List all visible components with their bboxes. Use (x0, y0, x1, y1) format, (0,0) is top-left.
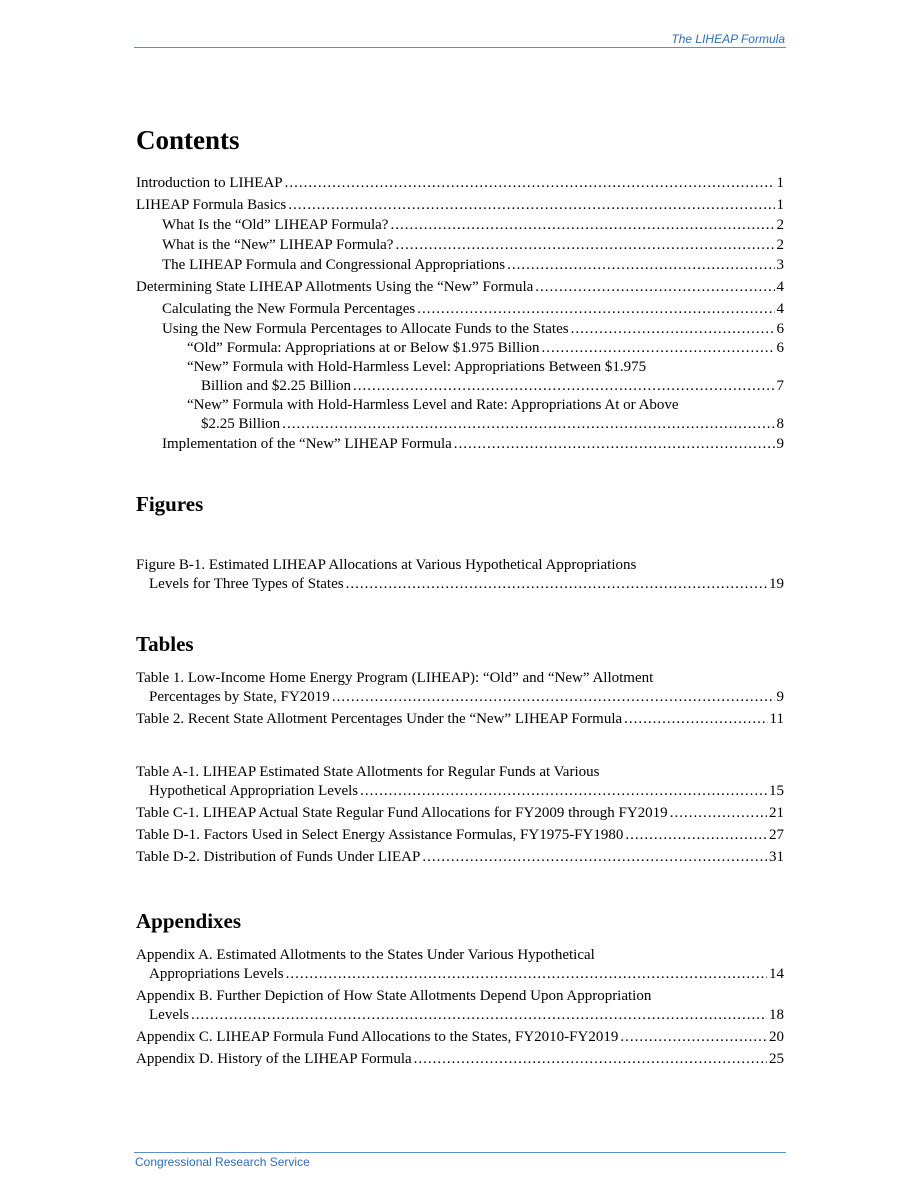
toc-entry[interactable] (136, 669, 784, 707)
dot-leader (360, 782, 767, 801)
dot-leader (191, 1006, 767, 1025)
dot-leader (414, 1050, 767, 1069)
toc-entry-text: LIHEAP Formula Basics (136, 197, 287, 213)
toc-entry-text: Table D-1. Factors Used in Select Energy Assistance Formulas, FY1975-FY1980 (136, 827, 624, 843)
toc-entry-text: Appendix C. LIHEAP Formula Fund Allocations to the States, FY2010-FY2019 (136, 1029, 619, 1045)
toc-page-number: 9 (776, 436, 784, 452)
toc-entry[interactable] (136, 174, 784, 193)
figures-heading: Figures (136, 492, 204, 516)
toc-entry[interactable] (136, 710, 784, 729)
footer-organization: Congressional Research Service (135, 1155, 310, 1169)
toc-entry-text: Calculating the New Formula Percentages (162, 301, 416, 317)
toc-entry-text: Using the New Formula Percentages to Allocate Funds to the States (162, 321, 569, 337)
toc-page-number: 2 (776, 217, 784, 233)
toc-entry-text: What Is the “Old” LIHEAP Formula? (162, 217, 389, 233)
toc-entry-text: What is the “New” LIHEAP Formula? (162, 237, 394, 253)
appendixes-heading: Appendixes (136, 909, 242, 933)
dot-leader (285, 174, 775, 193)
toc-page-number: 15 (769, 783, 784, 799)
dot-leader (620, 1028, 767, 1047)
dot-leader (395, 236, 774, 255)
toc-page-number: 4 (776, 279, 784, 295)
toc-entry-text: Table D-2. Distribution of Funds Under LIEAP (136, 849, 421, 865)
dot-leader (346, 575, 767, 594)
toc-entry-text-continued: Percentages by State, FY2019 (149, 689, 330, 705)
toc-page-number: 8 (776, 416, 784, 432)
dot-leader (417, 300, 774, 319)
dot-leader (624, 710, 767, 729)
toc-entry[interactable] (136, 256, 784, 275)
toc-entry-text: Determining State LIHEAP Allotments Using the “New” Formula (136, 279, 534, 295)
toc-entry-text-continued: Appropriations Levels (149, 966, 284, 982)
toc-page-number: 6 (776, 321, 784, 337)
toc-entry[interactable] (136, 358, 784, 396)
dot-leader (670, 804, 767, 823)
dot-leader (541, 339, 774, 358)
toc-entry[interactable] (136, 216, 784, 235)
toc-entry-text: Table C-1. LIHEAP Actual State Regular Fund Allocations for FY2009 through FY2019 (136, 805, 668, 821)
dot-leader (507, 256, 774, 275)
toc-entry-text: The LIHEAP Formula and Congressional Appropriations (162, 257, 506, 273)
toc-page-number: 6 (776, 340, 784, 356)
toc-entry[interactable] (136, 435, 784, 454)
header-rule (134, 47, 786, 48)
toc-entry-text: Table 2. Recent State Allotment Percentages Under the “New” LIHEAP Formula (136, 711, 623, 727)
toc-entry[interactable] (136, 826, 784, 845)
dot-leader (332, 688, 775, 707)
toc-entry-text: Introduction to LIHEAP (136, 175, 283, 191)
toc-entry-text-continued: Hypothetical Appropriation Levels (149, 783, 359, 799)
dot-leader (288, 196, 774, 215)
toc-entry-text: Implementation of the “New” LIHEAP Formula (162, 436, 452, 452)
toc-entry[interactable] (136, 987, 784, 1025)
toc-page-number: 20 (769, 1029, 784, 1045)
toc-page-number: 7 (776, 378, 784, 394)
dot-leader (625, 826, 767, 845)
toc-entry-text: “Old” Formula: Appropriations at or Below $1.975 Billion (187, 340, 540, 356)
toc-entry[interactable] (136, 1028, 784, 1047)
dot-leader (454, 435, 775, 454)
contents-list (136, 174, 784, 454)
toc-entry-text: Appendix D. History of the LIHEAP Formula (136, 1051, 412, 1067)
toc-entry-text: Appendix A. Estimated Allotments to the States Under Various Hypothetical (136, 947, 595, 963)
toc-entry[interactable] (136, 556, 784, 594)
toc-page-number: 1 (776, 175, 784, 191)
toc-page-number: 25 (769, 1051, 784, 1067)
appendixes-list (136, 946, 784, 1069)
dot-leader (422, 848, 767, 867)
figures-list (136, 556, 784, 594)
toc-entry[interactable] (136, 278, 784, 297)
toc-entry-text-continued: $2.25 Billion (201, 416, 281, 432)
toc-page-number: 14 (769, 966, 784, 982)
toc-entry[interactable] (136, 946, 784, 984)
toc-entry-text: Table A-1. LIHEAP Estimated State Allotments for Regular Funds at Various (136, 764, 600, 780)
dot-leader (286, 965, 767, 984)
toc-page-number: 3 (776, 257, 784, 273)
toc-entry[interactable] (136, 236, 784, 255)
toc-entry[interactable] (136, 763, 784, 801)
toc-entry-text: “New” Formula with Hold-Harmless Level: Appropriations Between $1.975 (187, 359, 647, 375)
toc-entry[interactable] (136, 320, 784, 339)
contents-heading: Contents (136, 125, 240, 155)
toc-entry-text-continued: Billion and $2.25 Billion (201, 378, 352, 394)
toc-entry-text: Figure B-1. Estimated LIHEAP Allocations at Various Hypothetical Appropriations (136, 557, 637, 573)
dot-leader (353, 377, 774, 396)
toc-page-number: 11 (769, 711, 784, 727)
toc-page-number: 9 (776, 689, 784, 705)
toc-entry[interactable] (136, 396, 784, 434)
toc-entry-text: Table 1. Low-Income Home Energy Program (LIHEAP): “Old” and “New” Allotment (136, 670, 654, 686)
toc-page-number: 4 (776, 301, 784, 317)
toc-page-number: 1 (776, 197, 784, 213)
toc-entry[interactable] (136, 196, 784, 215)
toc-entry[interactable] (136, 300, 784, 319)
toc-entry-text: Appendix B. Further Depiction of How State Allotments Depend Upon Appropriation (136, 988, 652, 1004)
tables-heading: Tables (136, 632, 194, 656)
toc-page-number: 2 (776, 237, 784, 253)
toc-page-number: 31 (769, 849, 784, 865)
toc-page-number: 18 (769, 1007, 784, 1023)
toc-page-number: 27 (769, 827, 784, 843)
toc-page-number: 19 (769, 576, 784, 592)
toc-entry-text-continued: Levels (149, 1007, 189, 1023)
toc-entry-text: “New” Formula with Hold-Harmless Level and Rate: Appropriations At or Above (187, 397, 679, 413)
toc-entry-text-continued: Levels for Three Types of States (149, 576, 344, 592)
tables-list (136, 669, 784, 867)
dot-leader (282, 415, 774, 434)
footer-rule (134, 1152, 786, 1153)
running-header-title: The LIHEAP Formula (671, 32, 785, 46)
dot-leader (535, 278, 774, 297)
dot-leader (390, 216, 774, 235)
toc-entry[interactable] (136, 804, 784, 823)
dot-leader (571, 320, 775, 339)
toc-entry[interactable] (136, 848, 784, 867)
toc-page-number: 21 (769, 805, 784, 821)
toc-entry[interactable] (136, 1050, 784, 1069)
toc-entry[interactable] (136, 339, 784, 358)
